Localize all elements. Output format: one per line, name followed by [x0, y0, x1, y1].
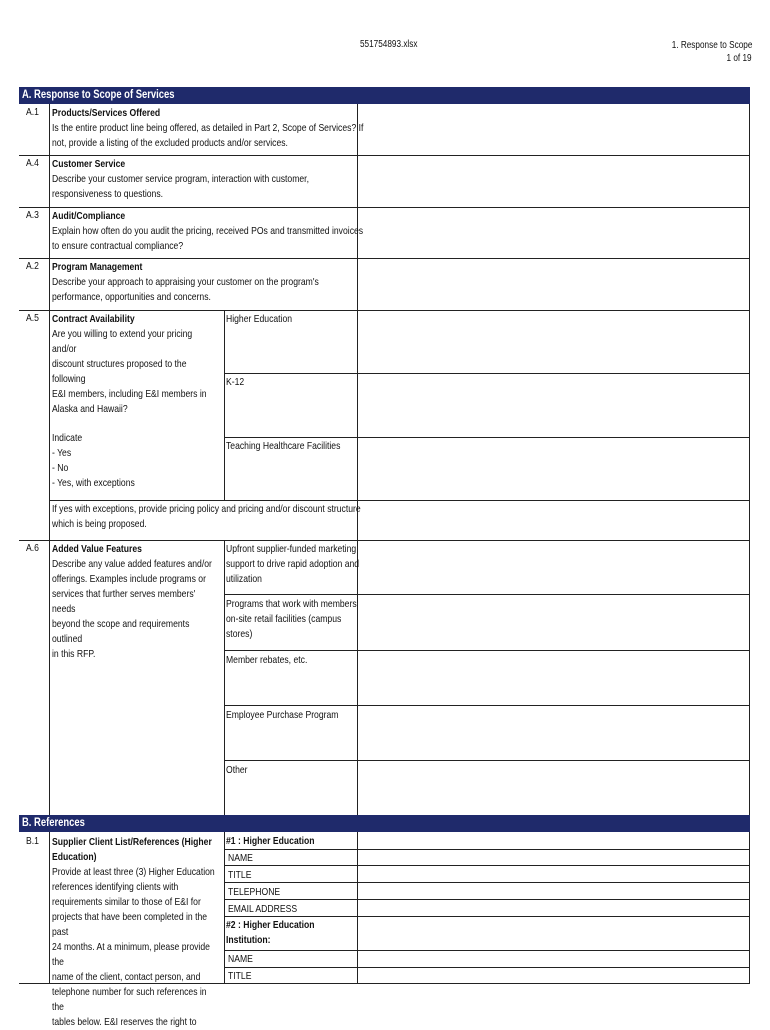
grid-line [49, 104, 50, 815]
option-other: Other [226, 764, 248, 776]
page-header [654, 39, 752, 65]
option-k12: K-12 [226, 376, 245, 388]
grid-line [224, 899, 750, 900]
grid-line [749, 832, 750, 984]
question-title: Program Management [52, 261, 143, 273]
option-employee-purchase: Employee Purchase Program [226, 709, 339, 721]
option-higher-education: Higher Education [226, 313, 293, 325]
grid-line [224, 760, 750, 761]
grid-line [49, 832, 50, 984]
option-onsite-retail: Programs that work with members' on-site retail facilities (campus stores) [226, 598, 359, 640]
ref1-telephone-label: TELEPHONE [228, 886, 281, 898]
question-a5 [52, 312, 252, 491]
grid-line [224, 594, 750, 595]
section-a-header: A. Response to Scope of Services [19, 87, 750, 104]
question-title: Added Value Features [52, 543, 142, 555]
response-cell-higher-education[interactable] [358, 311, 749, 373]
ref1-title-label: TITLE [228, 869, 252, 881]
grid-line [224, 967, 750, 968]
question-b1 [52, 835, 252, 1030]
question-description: Explain how often do you audit the pricing, received POs and transmitted invoices to ensure contractual compliance? [52, 225, 364, 252]
grid-line [357, 832, 358, 984]
row-number: B.1 [26, 835, 39, 847]
response-cell-a1[interactable] [358, 105, 749, 155]
question-title: Audit/Compliance [52, 210, 126, 222]
ref1-name-label: NAME [228, 852, 253, 864]
row-number: A.6 [26, 542, 39, 554]
ref2-name-label: NAME [228, 953, 253, 965]
response-cell-a2[interactable] [358, 259, 749, 310]
question-description: Describe your approach to appraising your customer on the program's performance, opportunities and concerns. [52, 276, 319, 303]
option-teaching-healthcare: Teaching Healthcare Facilities [226, 440, 341, 452]
row-number: A.3 [26, 209, 39, 221]
row-number: A.4 [26, 157, 39, 169]
page-number: 1 of 19 [726, 53, 752, 64]
reference-1-header: #1 : Higher Education [226, 835, 315, 847]
response-cell-exceptions[interactable] [358, 501, 749, 540]
ref2-title-label: TITLE [228, 970, 252, 982]
grid-line [749, 104, 750, 815]
grid-line [19, 540, 750, 541]
row-number: A.1 [26, 106, 39, 118]
sheet-name: 1. Response to Scope [671, 40, 752, 51]
row-number: A.5 [26, 312, 39, 324]
grid-line [224, 950, 750, 951]
option-upfront-marketing: Upfront supplier-funded marketing support to drive rapid adoption and utilization [226, 543, 360, 585]
file-name: 551754893.xlsx [360, 39, 418, 50]
question-description: Are you willing to extend your pricing and/or discount structures proposed to the following E&I members, including E&I members in Alaska and Hawaii? [52, 328, 207, 415]
grid-line [224, 650, 750, 651]
question-title: Supplier Client List/References (Higher Education) [52, 836, 212, 863]
response-cell-healthcare[interactable] [358, 438, 749, 500]
question-description: Describe any value added features and/or offerings. Examples include programs or services that further serves members' needs beyond the scope and requirements outlined in this RFP. [52, 558, 212, 660]
row-number: A.2 [26, 260, 39, 272]
question-description: Provide at least three (3) Higher Education references identifying clients with requirements similar to those of E&I for projects that have been completed in the past 24 months. At a minimum, please provide the name of the client, contact person, and telephone number for such references in the tables below. E&I reserves the right to [52, 866, 215, 1028]
section-b-header: B. References [19, 815, 750, 832]
question-a6 [52, 542, 252, 662]
grid-line [224, 849, 750, 850]
option-member-rebates: Member rebates, etc. [226, 654, 308, 666]
question-title: Customer Service [52, 158, 126, 170]
response-cell-a4[interactable] [358, 156, 749, 207]
question-title: Products/Services Offered [52, 107, 161, 119]
indicate-options: Indicate - Yes - No - Yes, with exceptions [52, 432, 135, 489]
reference-2-header: #2 : Higher Education Institution: [226, 919, 315, 946]
grid-line [224, 882, 750, 883]
grid-line [224, 865, 750, 866]
response-sheet [19, 87, 750, 1028]
grid-line [224, 705, 750, 706]
question-description: Is the entire product line being offered, as detailed in Part 2, Scope of Services? If not, provide a listing of the excluded products and/or services. [52, 122, 364, 149]
exceptions-note: If yes with exceptions, provide pricing policy and pricing and/or discount structure which is being proposed. [52, 503, 361, 530]
question-description: Describe your customer service program, interaction with customer, responsiveness to questions. [52, 173, 309, 200]
ref1-email-label: EMAIL ADDRESS [228, 903, 298, 915]
response-cell-a3[interactable] [358, 208, 749, 258]
response-cell-k12[interactable] [358, 374, 749, 437]
question-title: Contract Availability [52, 313, 135, 325]
